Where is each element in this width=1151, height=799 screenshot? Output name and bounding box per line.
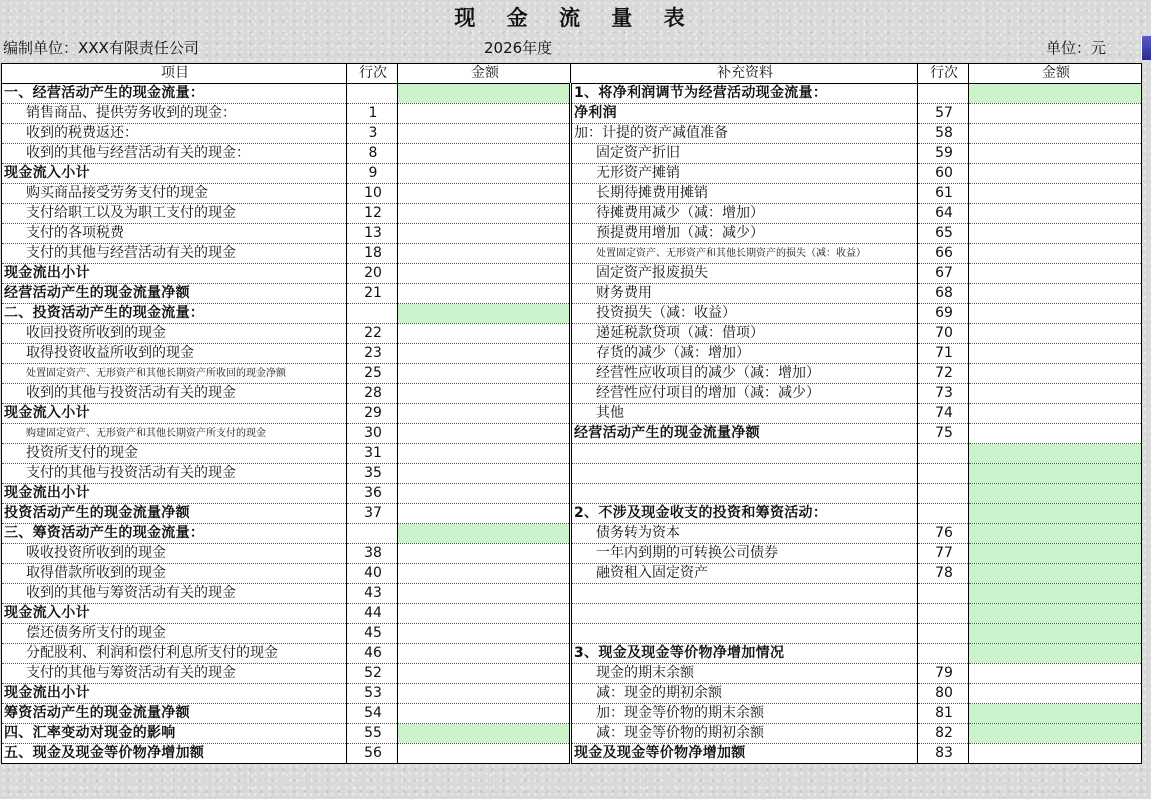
supplement-item-cell: 无形资产摊销 <box>571 164 918 184</box>
column-header-row <box>2 64 1142 84</box>
report-year: 2026年度 <box>484 39 553 57</box>
amount-cell[interactable] <box>398 264 571 284</box>
supplement-item-cell: 净利润 <box>571 104 918 124</box>
table-row <box>2 484 1142 504</box>
amount-cell[interactable] <box>398 84 571 104</box>
item-cell: 分配股利、利润和偿付利息所支付的现金 <box>2 644 347 664</box>
line-number-cell: 1 <box>347 104 398 124</box>
supplement-amount-cell[interactable] <box>969 504 1142 524</box>
header-amount: 金额 <box>398 64 571 84</box>
header-amount-2: 金额 <box>969 64 1142 84</box>
item-cell: 取得投资收益所收到的现金 <box>2 344 347 364</box>
line-number-cell: 8 <box>347 144 398 164</box>
header-line-2: 行次 <box>918 64 969 84</box>
supplement-line-number-cell: 78 <box>918 564 969 584</box>
supplement-amount-cell[interactable] <box>969 524 1142 544</box>
line-number-cell <box>347 524 398 544</box>
supplement-item-cell: 融资租入固定资产 <box>571 564 918 584</box>
amount-cell[interactable] <box>398 364 571 384</box>
supplement-line-number-cell: 59 <box>918 144 969 164</box>
supplement-line-number-cell: 80 <box>918 684 969 704</box>
amount-cell[interactable] <box>398 644 571 664</box>
line-number-cell: 55 <box>347 724 398 744</box>
supplement-line-number-cell: 68 <box>918 284 969 304</box>
line-number-cell: 10 <box>347 184 398 204</box>
amount-cell[interactable] <box>398 504 571 524</box>
table-row <box>2 304 1142 324</box>
item-cell: 吸收投资所收到的现金 <box>2 544 347 564</box>
amount-cell[interactable] <box>398 544 571 564</box>
supplement-item-cell: 加：计提的资产减值准备 <box>571 124 918 144</box>
line-number-cell: 43 <box>347 584 398 604</box>
supplement-item-cell: 固定资产折旧 <box>571 144 918 164</box>
table-row <box>2 224 1142 244</box>
supplement-item-cell: 投资损失（减：收益） <box>571 304 918 324</box>
amount-cell[interactable] <box>398 664 571 684</box>
supplement-item-cell: 1、将净利润调节为经营活动现金流量： <box>571 84 918 104</box>
table-row <box>2 504 1142 524</box>
amount-cell[interactable] <box>398 564 571 584</box>
item-cell: 现金流入小计 <box>2 404 347 424</box>
table-row <box>2 604 1142 624</box>
supplement-line-number-cell: 82 <box>918 724 969 744</box>
item-cell: 一、经营活动产生的现金流量： <box>2 84 347 104</box>
supplement-amount-cell[interactable] <box>969 244 1142 264</box>
item-cell: 收到的其他与投资活动有关的现金 <box>2 384 347 404</box>
item-cell: 现金流入小计 <box>2 604 347 624</box>
item-cell: 现金流出小计 <box>2 684 347 704</box>
cash-flow-table <box>1 63 1142 764</box>
supplement-amount-cell[interactable] <box>969 424 1142 444</box>
supplement-amount-cell[interactable] <box>969 204 1142 224</box>
supplement-amount-cell[interactable] <box>969 344 1142 364</box>
table-row <box>2 724 1142 744</box>
supplement-item-cell: 3、现金及现金等价物净增加情况 <box>571 644 918 664</box>
table-row <box>2 364 1142 384</box>
currency-unit: 单位：元 <box>1046 39 1107 57</box>
item-cell: 投资活动产生的现金流量净额 <box>2 504 347 524</box>
item-cell: 取得借款所收到的现金 <box>2 564 347 584</box>
supplement-item-cell: 长期待摊费用摊销 <box>571 184 918 204</box>
line-number-cell: 54 <box>347 704 398 724</box>
amount-cell[interactable] <box>398 304 571 324</box>
supplement-line-number-cell <box>918 504 969 524</box>
line-number-cell: 44 <box>347 604 398 624</box>
supplement-amount-cell[interactable] <box>969 324 1142 344</box>
supplement-amount-cell[interactable] <box>969 184 1142 204</box>
supplement-item-cell: 处置固定资产、无形资产和其他长期资产的损失（减：收益） <box>571 244 918 264</box>
line-number-cell: 52 <box>347 664 398 684</box>
supplement-line-number-cell <box>918 484 969 504</box>
amount-cell[interactable] <box>398 724 571 744</box>
amount-cell[interactable] <box>398 604 571 624</box>
amount-cell[interactable] <box>398 244 571 264</box>
header-line: 行次 <box>347 64 398 84</box>
table-row <box>2 264 1142 284</box>
item-cell: 购买商品接受劳务支付的现金 <box>2 184 347 204</box>
table-row <box>2 324 1142 344</box>
line-number-cell: 45 <box>347 624 398 644</box>
amount-cell[interactable] <box>398 684 571 704</box>
supplement-amount-cell[interactable] <box>969 124 1142 144</box>
item-cell: 筹资活动产生的现金流量净额 <box>2 704 347 724</box>
line-number-cell: 25 <box>347 364 398 384</box>
supplement-line-number-cell: 79 <box>918 664 969 684</box>
supplement-amount-cell[interactable] <box>969 444 1142 464</box>
supplement-line-number-cell: 60 <box>918 164 969 184</box>
reporting-unit: 编制单位：XXX有限责任公司 <box>3 39 199 57</box>
supplement-amount-cell[interactable] <box>969 304 1142 324</box>
table-row <box>2 524 1142 544</box>
line-number-cell: 28 <box>347 384 398 404</box>
supplement-item-cell <box>571 624 918 644</box>
table-row <box>2 644 1142 664</box>
supplement-item-cell <box>571 604 918 624</box>
table-row <box>2 284 1142 304</box>
supplement-line-number-cell <box>918 444 969 464</box>
supplement-item-cell: 经营性应收项目的减少（减：增加） <box>571 364 918 384</box>
supplement-line-number-cell: 73 <box>918 384 969 404</box>
line-number-cell: 21 <box>347 284 398 304</box>
amount-cell[interactable] <box>398 404 571 424</box>
supplement-line-number-cell <box>918 584 969 604</box>
table-row <box>2 244 1142 264</box>
table-row <box>2 344 1142 364</box>
table-row <box>2 104 1142 124</box>
item-cell: 收到的税费返还： <box>2 124 347 144</box>
item-cell: 购建固定资产、无形资产和其他长期资产所支付的现金 <box>2 424 347 444</box>
supplement-amount-cell[interactable] <box>969 644 1142 664</box>
supplement-line-number-cell: 74 <box>918 404 969 424</box>
supplement-item-cell: 加：现金等价物的期末余额 <box>571 704 918 724</box>
supplement-item-cell: 固定资产报废损失 <box>571 264 918 284</box>
supplement-amount-cell[interactable] <box>969 144 1142 164</box>
line-number-cell: 38 <box>347 544 398 564</box>
line-number-cell: 35 <box>347 464 398 484</box>
supplement-amount-cell[interactable] <box>969 224 1142 244</box>
table-row <box>2 184 1142 204</box>
amount-cell[interactable] <box>398 204 571 224</box>
supplement-amount-cell[interactable] <box>969 704 1142 724</box>
supplement-amount-cell[interactable] <box>969 604 1142 624</box>
line-number-cell: 12 <box>347 204 398 224</box>
item-cell: 处置固定资产、无形资产和其他长期资产所收回的现金净额 <box>2 364 347 384</box>
amount-cell[interactable] <box>398 344 571 364</box>
header-item: 项目 <box>2 64 347 84</box>
supplement-amount-cell[interactable] <box>969 404 1142 424</box>
amount-cell[interactable] <box>398 384 571 404</box>
table-row <box>2 204 1142 224</box>
table-row <box>2 704 1142 724</box>
table-row <box>2 144 1142 164</box>
amount-cell[interactable] <box>398 104 571 124</box>
table-body <box>2 84 1142 764</box>
table-row <box>2 624 1142 644</box>
line-number-cell <box>347 84 398 104</box>
report-title: 现 金 流 量 表 <box>454 6 697 30</box>
supplement-amount-cell[interactable] <box>969 264 1142 284</box>
item-cell: 经营活动产生的现金流量净额 <box>2 284 347 304</box>
item-cell: 三、筹资活动产生的现金流量： <box>2 524 347 544</box>
supplement-line-number-cell: 58 <box>918 124 969 144</box>
supplement-amount-cell[interactable] <box>969 84 1142 104</box>
supplement-amount-cell[interactable] <box>969 364 1142 384</box>
line-number-cell: 36 <box>347 484 398 504</box>
supplement-line-number-cell: 67 <box>918 264 969 284</box>
amount-cell[interactable] <box>398 424 571 444</box>
item-cell: 销售商品、提供劳务收到的现金： <box>2 104 347 124</box>
supplement-item-cell: 待摊费用减少（减：增加） <box>571 204 918 224</box>
amount-cell[interactable] <box>398 184 571 204</box>
supplement-amount-cell[interactable] <box>969 544 1142 564</box>
line-number-cell: 40 <box>347 564 398 584</box>
line-number-cell: 3 <box>347 124 398 144</box>
supplement-amount-cell[interactable] <box>969 464 1142 484</box>
item-cell: 支付的各项税费 <box>2 224 347 244</box>
supplement-item-cell: 一年内到期的可转换公司债券 <box>571 544 918 564</box>
supplement-item-cell <box>571 464 918 484</box>
supplement-line-number-cell: 83 <box>918 744 969 764</box>
table-row <box>2 444 1142 464</box>
table-row <box>2 464 1142 484</box>
line-number-cell: 31 <box>347 444 398 464</box>
supplement-item-cell: 预提费用增加（减：减少） <box>571 224 918 244</box>
amount-cell[interactable] <box>398 624 571 644</box>
item-cell: 支付的其他与筹资活动有关的现金 <box>2 664 347 684</box>
amount-cell[interactable] <box>398 444 571 464</box>
corner-button[interactable] <box>1141 36 1151 60</box>
line-number-cell: 23 <box>347 344 398 364</box>
supplement-line-number-cell: 61 <box>918 184 969 204</box>
line-number-cell: 37 <box>347 504 398 524</box>
supplement-item-cell: 其他 <box>571 404 918 424</box>
supplement-item-cell: 债务转为资本 <box>571 524 918 544</box>
supplement-line-number-cell <box>918 84 969 104</box>
table-row <box>2 664 1142 684</box>
amount-cell[interactable] <box>398 284 571 304</box>
supplement-item-cell: 减：现金等价物的期初余额 <box>571 724 918 744</box>
item-cell: 投资所支付的现金 <box>2 444 347 464</box>
item-cell: 支付的其他与经营活动有关的现金 <box>2 244 347 264</box>
item-cell: 收到的其他与筹资活动有关的现金 <box>2 584 347 604</box>
supplement-amount-cell[interactable] <box>969 104 1142 124</box>
supplement-item-cell: 存货的减少（减：增加） <box>571 344 918 364</box>
supplement-item-cell: 减：现金的期初余额 <box>571 684 918 704</box>
supplement-line-number-cell: 65 <box>918 224 969 244</box>
supplement-line-number-cell <box>918 604 969 624</box>
supplement-line-number-cell: 66 <box>918 244 969 264</box>
supplement-item-cell: 现金的期末余额 <box>571 664 918 684</box>
supplement-amount-cell[interactable] <box>969 584 1142 604</box>
amount-cell[interactable] <box>398 144 571 164</box>
supplement-item-cell: 现金及现金等价物净增加额 <box>571 744 918 764</box>
supplement-line-number-cell: 70 <box>918 324 969 344</box>
supplement-item-cell <box>571 584 918 604</box>
amount-cell[interactable] <box>398 524 571 544</box>
item-cell: 收回投资所收到的现金 <box>2 324 347 344</box>
supplement-line-number-cell: 77 <box>918 544 969 564</box>
table-row <box>2 424 1142 444</box>
item-cell: 现金流出小计 <box>2 484 347 504</box>
table-row <box>2 124 1142 144</box>
supplement-line-number-cell <box>918 464 969 484</box>
amount-cell[interactable] <box>398 464 571 484</box>
amount-cell[interactable] <box>398 744 571 764</box>
supplement-line-number-cell: 69 <box>918 304 969 324</box>
line-number-cell: 56 <box>347 744 398 764</box>
supplement-item-cell: 递延税款贷项（减：借项） <box>571 324 918 344</box>
item-cell: 偿还债务所支付的现金 <box>2 624 347 644</box>
supplement-amount-cell[interactable] <box>969 284 1142 304</box>
line-number-cell: 22 <box>347 324 398 344</box>
supplement-amount-cell[interactable] <box>969 724 1142 744</box>
item-cell: 收到的其他与经营活动有关的现金： <box>2 144 347 164</box>
item-cell: 五、现金及现金等价物净增加额 <box>2 744 347 764</box>
amount-cell[interactable] <box>398 324 571 344</box>
supplement-amount-cell[interactable] <box>969 384 1142 404</box>
supplement-line-number-cell: 76 <box>918 524 969 544</box>
supplement-line-number-cell: 72 <box>918 364 969 384</box>
amount-cell[interactable] <box>398 484 571 504</box>
line-number-cell: 9 <box>347 164 398 184</box>
item-cell: 支付给职工以及为职工支付的现金 <box>2 204 347 224</box>
supplement-line-number-cell <box>918 644 969 664</box>
line-number-cell: 13 <box>347 224 398 244</box>
table-row <box>2 564 1142 584</box>
line-number-cell: 18 <box>347 244 398 264</box>
amount-cell[interactable] <box>398 164 571 184</box>
supplement-amount-cell[interactable] <box>969 684 1142 704</box>
line-number-cell: 30 <box>347 424 398 444</box>
line-number-cell: 29 <box>347 404 398 424</box>
item-cell: 现金流出小计 <box>2 264 347 284</box>
item-cell: 四、汇率变动对现金的影响 <box>2 724 347 744</box>
line-number-cell: 20 <box>347 264 398 284</box>
supplement-item-cell: 经营性应付项目的增加（减：减少） <box>571 384 918 404</box>
supplement-item-cell <box>571 444 918 464</box>
supplement-amount-cell[interactable] <box>969 484 1142 504</box>
supplement-line-number-cell: 64 <box>918 204 969 224</box>
supplement-item-cell: 财务费用 <box>571 284 918 304</box>
amount-cell[interactable] <box>398 584 571 604</box>
amount-cell[interactable] <box>398 224 571 244</box>
supplement-amount-cell[interactable] <box>969 564 1142 584</box>
supplement-item-cell: 2、不涉及现金收支的投资和筹资活动： <box>571 504 918 524</box>
supplement-line-number-cell: 75 <box>918 424 969 444</box>
table-row <box>2 584 1142 604</box>
line-number-cell: 53 <box>347 684 398 704</box>
line-number-cell <box>347 304 398 324</box>
table-row <box>2 164 1142 184</box>
line-number-cell: 46 <box>347 644 398 664</box>
amount-cell[interactable] <box>398 124 571 144</box>
supplement-amount-cell[interactable] <box>969 624 1142 644</box>
supplement-line-number-cell: 71 <box>918 344 969 364</box>
table-row <box>2 84 1142 104</box>
supplement-amount-cell[interactable] <box>969 664 1142 684</box>
table-row <box>2 404 1142 424</box>
table-row <box>2 744 1142 764</box>
table-row <box>2 384 1142 404</box>
supplement-item-cell <box>571 484 918 504</box>
amount-cell[interactable] <box>398 704 571 724</box>
supplement-line-number-cell <box>918 624 969 644</box>
header-supplement: 补充资料 <box>571 64 918 84</box>
supplement-amount-cell[interactable] <box>969 744 1142 764</box>
table-row <box>2 684 1142 704</box>
supplement-item-cell: 经营活动产生的现金流量净额 <box>571 424 918 444</box>
supplement-line-number-cell: 57 <box>918 104 969 124</box>
item-cell: 二、投资活动产生的现金流量： <box>2 304 347 324</box>
item-cell: 支付的其他与投资活动有关的现金 <box>2 464 347 484</box>
table-row <box>2 544 1142 564</box>
item-cell: 现金流入小计 <box>2 164 347 184</box>
supplement-amount-cell[interactable] <box>969 164 1142 184</box>
supplement-line-number-cell: 81 <box>918 704 969 724</box>
